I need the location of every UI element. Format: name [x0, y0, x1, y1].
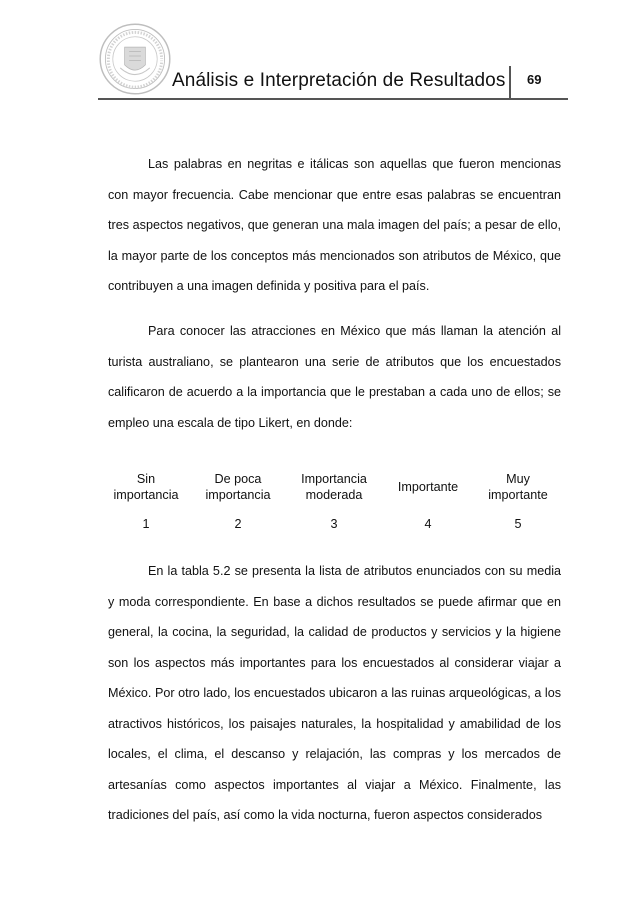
paragraph-1-text: Las palabras en negritas e itálicas son aquellas que fueron mencionas con mayor frecuencia. Cabe mencionar que entre esas palabras se encuentran tres aspectos negativos, que generan una mala imagen del país; a pesar de ello, la mayor parte de los conceptos más mencionados son atributos de México, que contribuyen a una imagen definida y positiva para el país.	[108, 157, 561, 293]
page-number: 69	[527, 72, 542, 87]
paragraph-2-text: Para conocer las atracciones en México que más llaman la atención al turista australiano, se plantearon una serie de atributos que los encuestados calificaron de acuerdo a la importancia que le prestaban a cada uno de ellos; se empleo una escala de tipo Likert, en donde:	[108, 324, 561, 430]
likert-label: Muy	[506, 472, 530, 486]
likert-label: De poca	[214, 472, 262, 486]
likert-item	[472, 470, 564, 532]
paragraph-3-text: En la tabla 5.2 se presenta la lista de atributos enunciados con su media y moda correspondiente. En base a dichos resultados se puede afirmar que en general, la cocina, la seguridad, la calidad de productos y servicios y la higiene son los aspectos más importantes para los encuestados al considerar viajar a México. Por otro lado, los encuestados ubicaron a las ruinas arqueológicas, a los atractivos históricos, los paisajes naturales, la hospitalidad y amabilidad de los locales, el clima, el descanso y relajación, las compras y los mercados de artesanías como aspectos importantes al viajar a México. Finalmente, las tradiciones del país, así como la vida nocturna, fueron aspectos considerados	[108, 564, 561, 822]
likert-label: importancia	[205, 488, 271, 502]
likert-label: importante	[488, 488, 548, 502]
page-header-title: Análisis e Interpretación de Resultados	[172, 70, 506, 91]
likert-value: 2	[234, 517, 242, 531]
likert-value: 1	[142, 517, 150, 531]
likert-value: 3	[330, 517, 338, 531]
header-divider	[509, 66, 511, 100]
likert-item	[382, 470, 474, 532]
header-rule	[98, 98, 568, 100]
likert-value: 4	[424, 517, 432, 531]
likert-label: moderada	[305, 488, 363, 502]
university-seal-icon	[98, 22, 172, 96]
likert-value: 5	[514, 517, 522, 531]
likert-label: Importante	[397, 480, 459, 494]
paragraph-1	[108, 149, 561, 302]
likert-item	[192, 470, 284, 532]
likert-label: Sin	[136, 472, 156, 486]
paragraph-2	[108, 316, 561, 438]
likert-item	[100, 470, 192, 532]
likert-item	[288, 470, 380, 532]
likert-label: Importancia	[301, 472, 367, 486]
paragraph-3	[108, 556, 561, 831]
likert-label: importancia	[113, 488, 179, 502]
